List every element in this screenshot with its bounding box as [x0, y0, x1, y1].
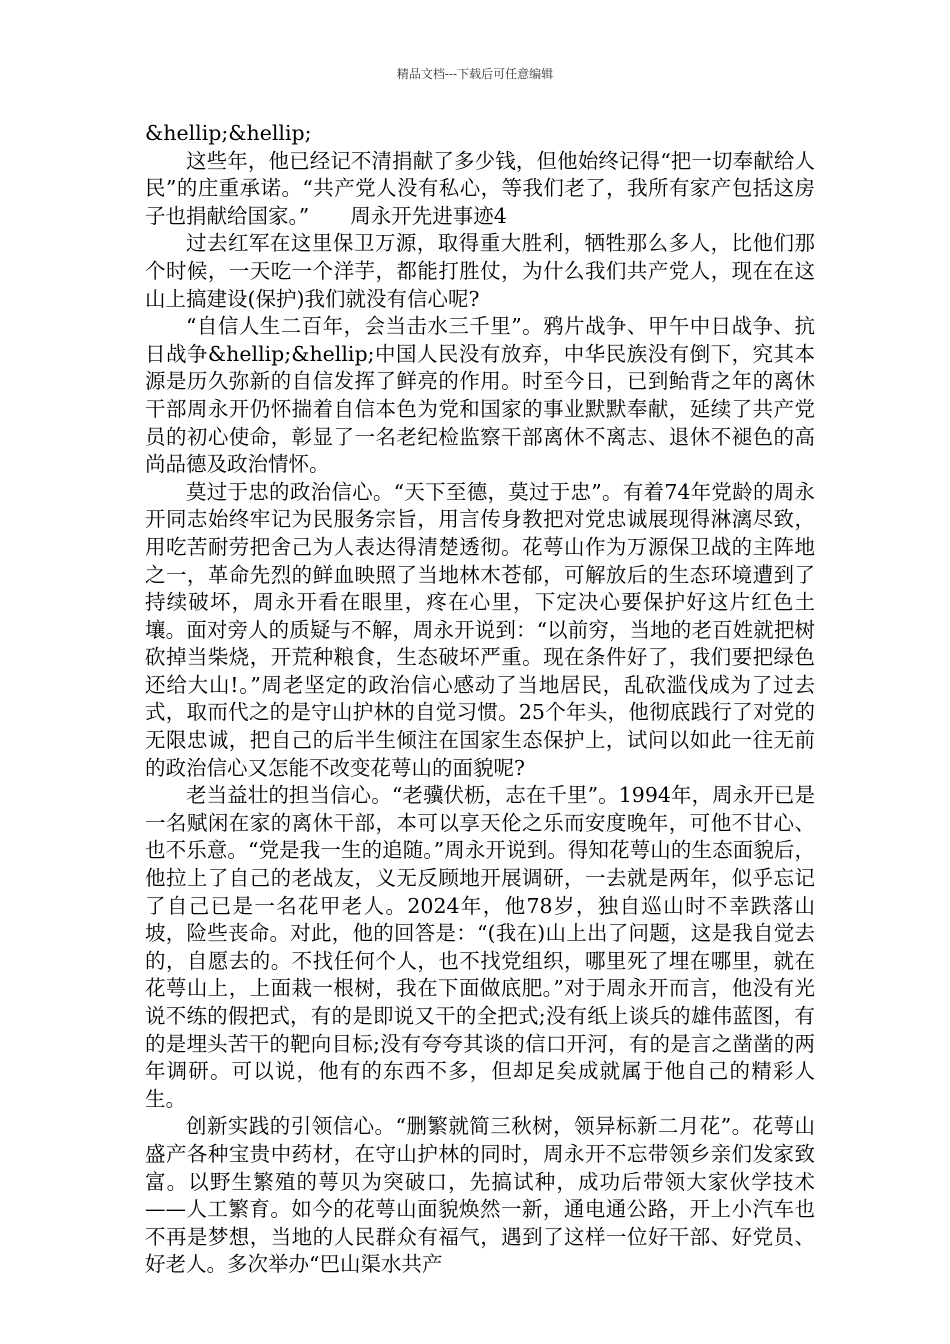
paragraph-responsibility: 老当益壮的担当信心。“老骥伏枥，志在千里”。1994年，周永开已是一名赋闲在家的离休干部，本可以享天伦之乐而安度晚年，可他不甘心、也不乐意。“党是我一生的追随。”周永开说到。得知花萼山的生态面貌后，他拉上了自己的老战友，义无反顾地开展调研，一去就是两年，似乎忘记了自己已是一名花甲老人。2024年，他78岁，独自巡山时不幸跌落山坡，险些丧命。对此，他的回答是：“(我在)山上出了问题，这是我自觉去的，自愿去的。不找任何个人，也不找党组织，哪里死了埋在哪里，就在花萼山上，上面栽一根树，我在下面做底肥。”对于周永开而言，他没有光说不练的假把式，有的是即说又干的全把式;没有纸上谈兵的雄伟蓝图，有的是埋头苦干的靶向目标;没有夸夸其谈的信口开河，有的是言之凿凿的两年调研。可以说，他有的东西不多，但却足矣成就属于他自己的精彩人生。 — [145, 783, 815, 1111]
paragraph-red-army: 过去红军在这里保卫万源，取得重大胜利，牺牲那么多人，比他们那个时候，一天吃一个洋芋，都能打胜仗，为什么我们共产党人，现在在这山上搞建设(保护)我们就没有信心呢? — [145, 231, 815, 311]
paragraph-self-confidence: “自信人生二百年，会当击水三千里”。鸦片战争、甲午中日战争、抗日战争&hellip;&hellip;中国人民没有放弃，中华民族没有倒下，究其本源是历久弥新的自信发挥了鲜亮的作用。时至今日，已到鲐背之年的离休干部周永开仍怀揣着自信本色为党和国家的事业默默奉献，延续了共产党员的初心使命，彰显了一名老纪检监察干部离休不离志、退休不褪色的高尚品德及政治情怀。 — [145, 314, 815, 477]
paragraph-ellipsis: &hellip;&hellip; — [145, 121, 312, 145]
page-header: 精品文档---下载后可任意编辑 — [396, 67, 554, 81]
paragraph-political-loyalty: 莫过于忠的政治信心。“天下至德，莫过于忠”。有着74年党龄的周永开同志始终牢记为民服务宗旨，用言传身教把对党忠诚展现得淋漓尽致，用吃苦耐劳把舍己为人表达得清楚透彻。花萼山作为万源保卫战的主阵地之一，革命先烈的鲜血映照了当地林木苍郁，可解放后的生态环境遭到了持续破坏，周永开看在眼里，疼在心里，下定决心要保护好这片红色土壤。面对旁人的质疑与不解，周永开说到：“以前穷，当地的老百姓就把树砍掉当柴烧，开荒种粮食，生态破坏严重。现在条件好了，我们要把绿色还给大山!。”周老坚定的政治信心感动了当地居民，乱砍滥伐成为了过去式，取而代之的是守山护林的自觉习惯。25个年头，他彻底践行了对党的无限忠诚，把自己的后半生倾注在国家生态保护上，试问以如此一往无前的政治信心又怎能不改变花萼山的面貌呢? — [145, 479, 815, 780]
document-body — [145, 120, 815, 1279]
paragraph-innovation: 创新实践的引领信心。“删繁就简三秋树，领异标新二月花”。花萼山盛产各种宝贵中药材，在守山护林的同时，周永开不忘带领乡亲们发家致富。以野生繁殖的萼贝为突破口，先搞试种，成功后带领大家伙学技术——人工繁育。如今的花萼山面貌焕然一新，通电通公路，开上小汽车也不再是梦想，当地的人民群众有福气，遇到了这样一位好干部、好党员、好老人。多次举办“巴山渠水共产 — [145, 1114, 815, 1277]
paragraph-donation: 这些年，他已经记不清捐献了多少钱，但他始终记得“把一切奉献给人民”的庄重承诺。“共产党人没有私心，等我们老了，我所有家产包括这房子也捐献给国家。” 周永开先进事迹4 — [145, 148, 815, 228]
